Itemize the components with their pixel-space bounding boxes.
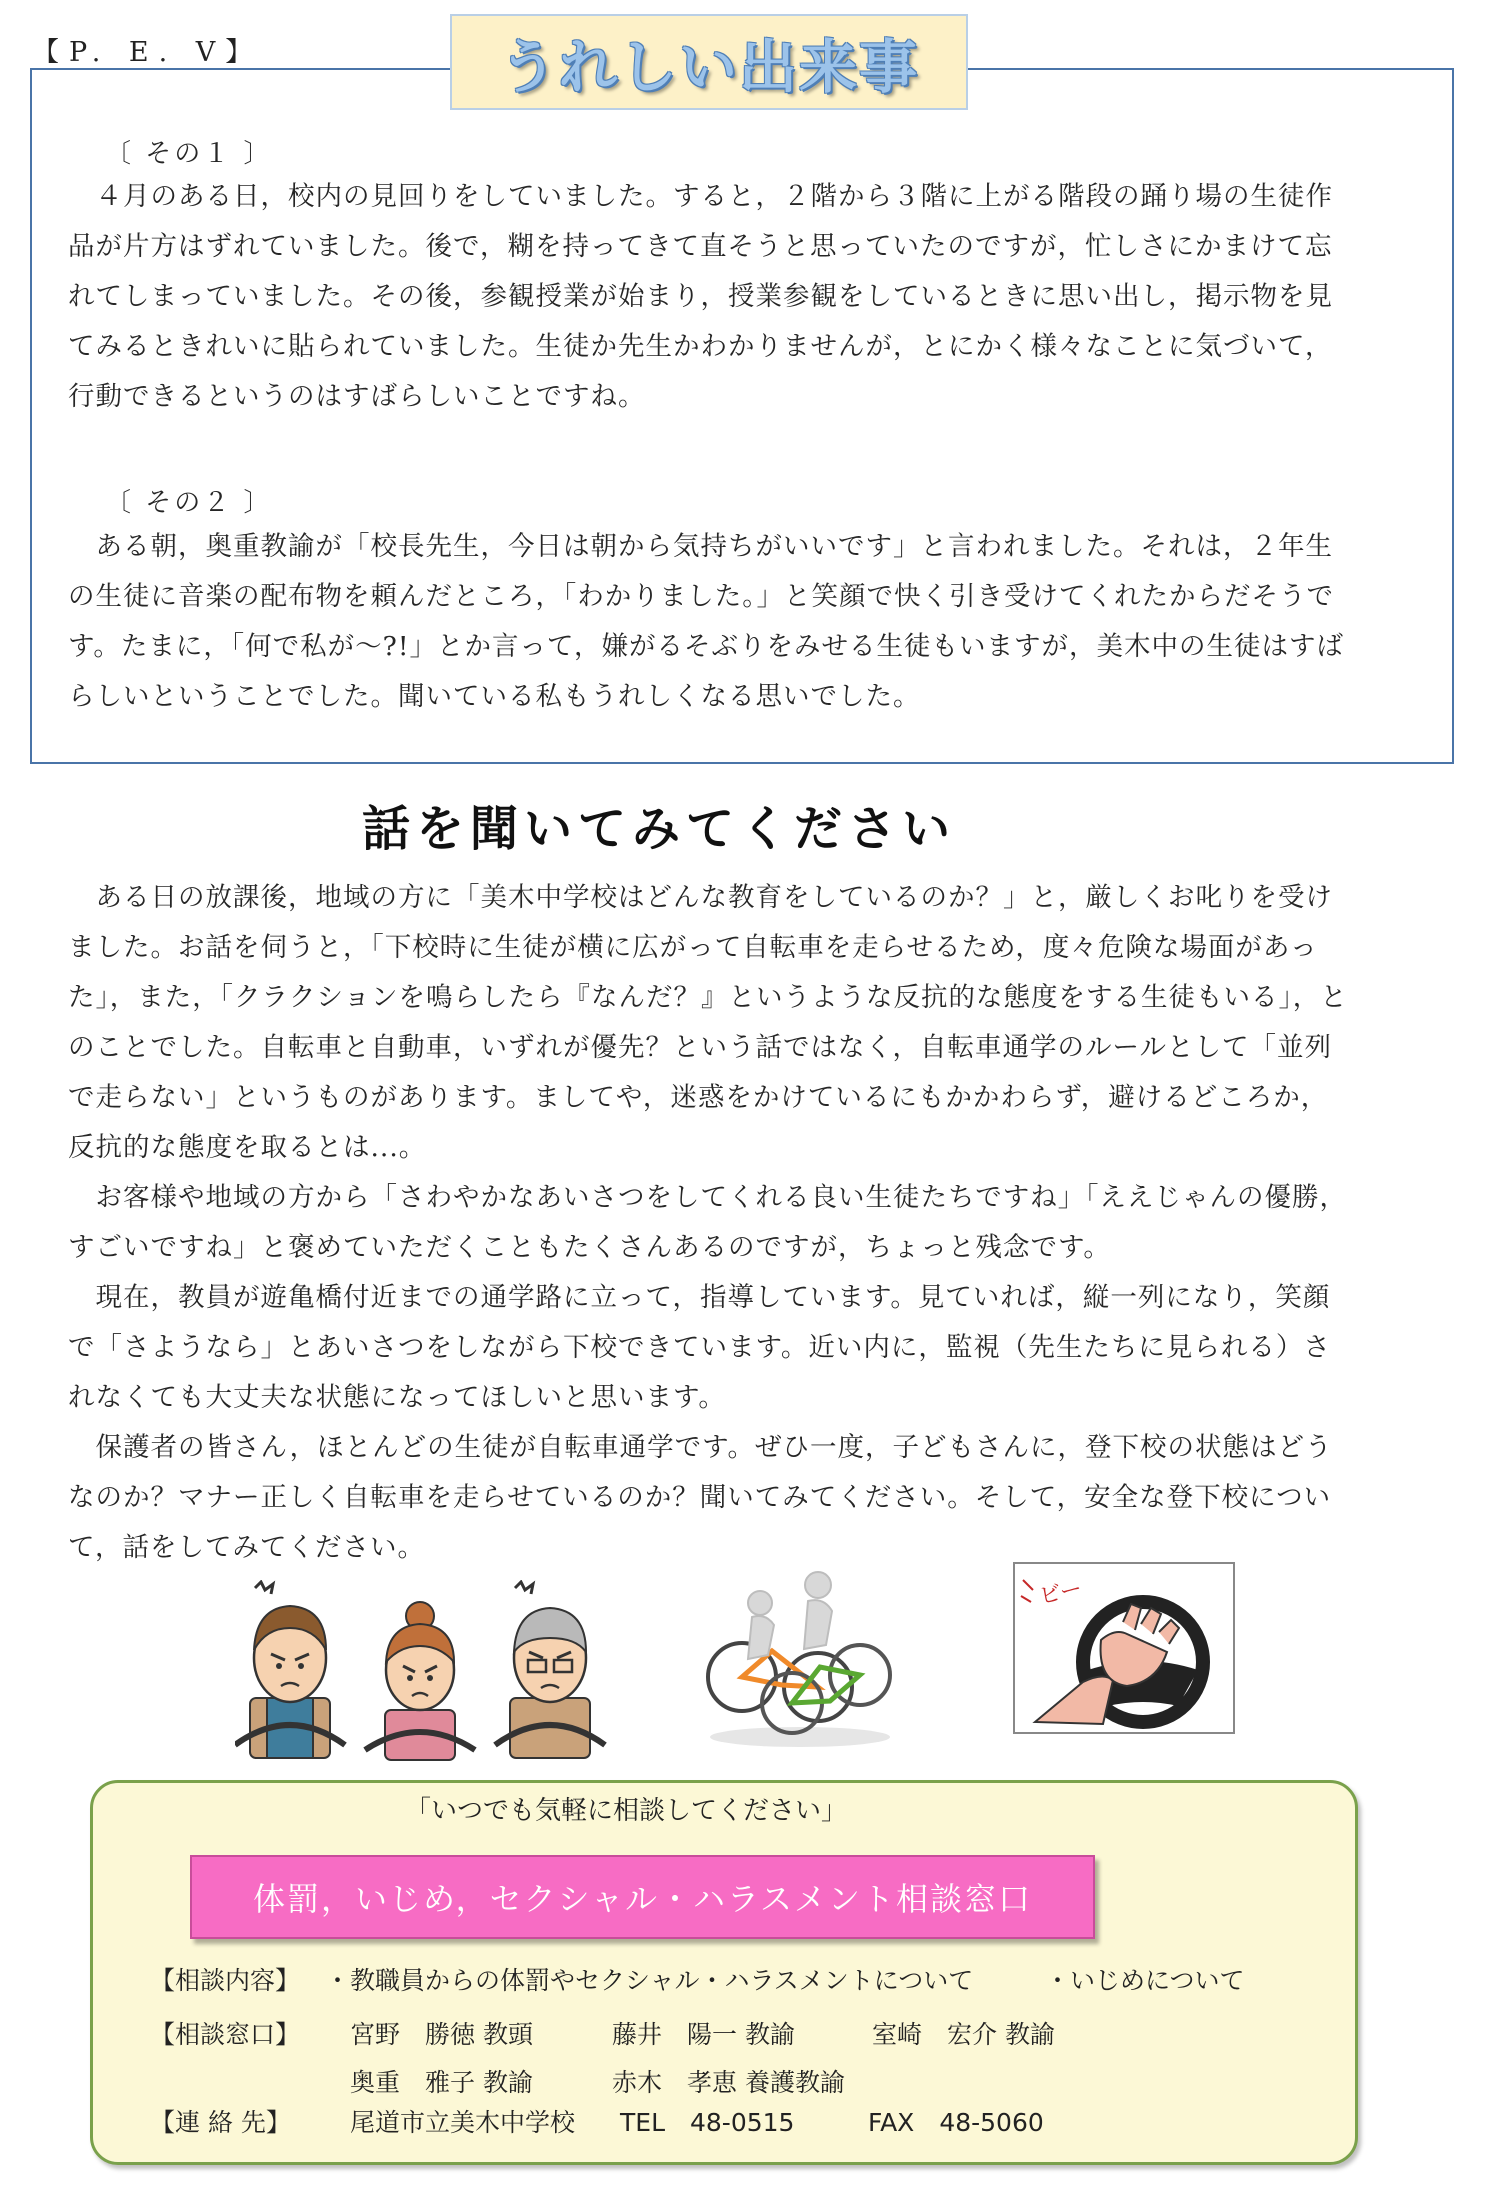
text-line: ある朝，奥重教諭が「校長先生，今日は朝から気持ちがいいです」と言われました。それは，２年生 bbox=[68, 531, 1333, 562]
consult-content-label: 【相談内容】 bbox=[150, 1966, 301, 1995]
text-line: ある日の放課後，地域の方に「美木中学校はどんな教育をしているのか？」と，厳しくお叱りを受け bbox=[68, 882, 1333, 913]
horn-sound-text: ビー bbox=[1037, 1576, 1085, 1610]
text-line: て，話をしてみてください。 bbox=[68, 1532, 425, 1563]
section-heading: 話を聞いてみてください bbox=[362, 801, 957, 857]
bicycles-illustration bbox=[700, 1555, 900, 1755]
text-line: すごいですね」と褒めていただくこともたくさんあるのですが，ちょっと残念です。 bbox=[68, 1232, 1111, 1263]
angry-driver-man-icon bbox=[235, 1582, 345, 1758]
angry-drivers-illustration bbox=[235, 1580, 610, 1765]
consultation-banner bbox=[190, 1855, 1095, 1939]
text-line: の生徒に音楽の配布物を頼んだところ，「わかりました。」と笑顔で快く引き受けてくれたからだそうで bbox=[68, 581, 1334, 612]
text-line: た」，また，「クラクションを鳴らしたら『なんだ？』というような反抗的な態度をする生徒もいる」，と bbox=[68, 982, 1348, 1013]
consult-window-label: 【相談窓口】 bbox=[150, 2020, 301, 2049]
text-line: 現在，教員が遊亀橋付近までの通学路に立って，指導しています。見ていれば，縦一列になり，笑顔 bbox=[68, 1282, 1331, 1313]
text-line: のことでした。自転車と自動車，いずれが優先？という話ではなく，自転車通学のルールとして「並列 bbox=[68, 1032, 1332, 1063]
text-line: で走らない」というものがあります。ましてや，迷惑をかけているにもかかわらず，避けるどころか， bbox=[68, 1082, 1329, 1113]
staff-name: 室崎 宏介 教諭 bbox=[872, 2020, 1055, 2049]
text-line: ４月のある日，校内の見回りをしていました。すると，２階から３階に上がる階段の踊り場の生徒作 bbox=[68, 181, 1333, 212]
fax-number: FAX 48-5060 bbox=[868, 2108, 1044, 2137]
consultation-heading: 「いつでも気軽に相談してください」 bbox=[405, 1796, 848, 1826]
bicycle-icon bbox=[708, 1643, 890, 1733]
subheading-part1: 〔 その１ 〕 bbox=[105, 139, 273, 169]
paragraph-part1 bbox=[68, 172, 1333, 422]
angry-driver-elder-icon bbox=[495, 1582, 605, 1758]
text-line: なのか？マナー正しく自転車を走らせているのか？聞いてみてください。そして，安全な登下校につい bbox=[68, 1482, 1332, 1513]
text-line: れなくても大丈夫な状態になってほしいと思います。 bbox=[68, 1382, 726, 1413]
car-horn-illustration bbox=[1013, 1562, 1235, 1734]
text-line: 品が片方はずれていました。後で，糊を持ってきて直そうと思っていたのですが，忙しさにかまけて忘 bbox=[68, 231, 1333, 262]
angry-driver-woman-icon bbox=[365, 1602, 475, 1760]
paragraph-part2 bbox=[68, 522, 1344, 722]
text-line: れてしまっていました。その後，参観授業が始まり，授業参観をしているときに思い出し，掲示物を見 bbox=[68, 281, 1333, 312]
subheading-part2: 〔 その２ 〕 bbox=[105, 488, 273, 518]
title-box bbox=[450, 14, 968, 110]
newsletter-tag: 【P. E. V】 bbox=[32, 37, 263, 68]
text-line: で「さようなら」とあいさつをしながら下校できています。近い内に，監視（先生たちに見られる）さ bbox=[68, 1332, 1331, 1363]
text-line: お客様や地域の方から「さわやかなあいさつをしてくれる良い生徒たちですね」「ええじゃんの優勝， bbox=[68, 1182, 1347, 1213]
consult-content-item: ・いじめについて bbox=[1045, 1966, 1245, 1995]
school-name: 尾道市立美木中学校 bbox=[350, 2108, 576, 2137]
text-line: てみるときれいに貼られていました。生徒か先生かわかりませんが，とにかく様々なことに気づいて， bbox=[68, 331, 1333, 362]
staff-name: 赤木 孝恵 養護教諭 bbox=[612, 2068, 845, 2097]
text-line: す。たまに，「何で私が～?!」とか言って，嫌がるそぶりをみせる生徒もいますが，美木中の生徒はすば bbox=[68, 631, 1344, 662]
consult-content-item: ・教職員からの体罰やセクシャル・ハラスメントについて bbox=[325, 1966, 974, 1995]
phone-number: TEL 48-0515 bbox=[620, 2108, 795, 2137]
consultation-banner-text: 体罰，いじめ，セクシャル・ハラスメント相談窓口 bbox=[252, 1880, 1033, 1918]
body-text bbox=[68, 873, 1348, 1573]
text-line: ました。お話を伺うと，「下校時に生徒が横に広がって自転車を走らせるため，度々危険な場面があっ bbox=[68, 932, 1318, 963]
text-line: 行動できるというのはすばらしいことですね。 bbox=[68, 381, 646, 412]
staff-name: 藤井 陽一 教諭 bbox=[612, 2020, 795, 2049]
staff-name: 奥重 雅子 教諭 bbox=[350, 2068, 533, 2097]
staff-name: 宮野 勝徳 教頭 bbox=[350, 2020, 533, 2049]
text-line: 反抗的な態度を取るとは...。 bbox=[68, 1132, 427, 1163]
text-line: 保護者の皆さん，ほとんどの生徒が自転車通学です。ぜひ一度，子どもさんに，登下校の状態はどう bbox=[68, 1432, 1333, 1463]
contact-label: 【連 絡 先】 bbox=[150, 2108, 291, 2137]
cyclist-figures-icon bbox=[748, 1572, 832, 1659]
page-title: うれしい出来事 bbox=[498, 33, 919, 101]
text-line: らしいということでした。聞いている私もうれしくなる思いでした。 bbox=[68, 681, 921, 712]
